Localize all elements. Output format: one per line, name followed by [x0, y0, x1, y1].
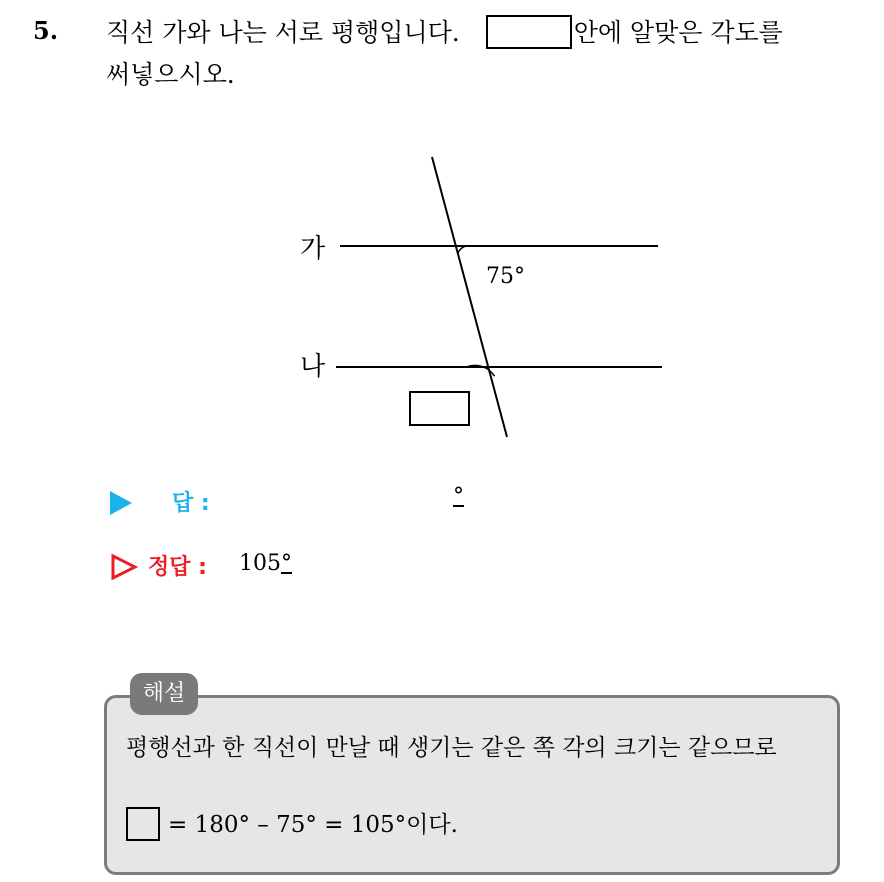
answer-degree-blank: °: [453, 484, 464, 509]
angle-arc-75: [458, 246, 467, 254]
label-na: 나: [300, 352, 326, 382]
question-text-before-box: 직선 가와 나는 서로 평행입니다.: [106, 18, 460, 47]
parallel-lines-figure: [290, 150, 690, 450]
correct-value: [239, 551, 292, 576]
play-outline-icon: [110, 553, 138, 581]
label-ga: 가: [300, 234, 326, 264]
answer-label: 답 :: [172, 491, 210, 516]
explanation-text: 평행선과 한 직선이 만날 때 생기는 같은 쪽 각의 크기는 같으므로: [126, 735, 777, 761]
explanation-formula: [126, 808, 458, 843]
explanation-formula-text: = 180° – 75° = 105°이다.: [168, 812, 458, 838]
figure-answer-box: [410, 392, 469, 425]
correct-value-degree: °: [281, 551, 292, 576]
correct-value-number: 105: [239, 551, 281, 576]
question-text-line2: 써넣으시오.: [106, 60, 235, 89]
question-blank-box: [486, 15, 572, 49]
angle-label-75: 75°: [486, 264, 525, 289]
correct-label: 정답 :: [148, 555, 207, 580]
explanation-blank-box: [126, 807, 160, 841]
explanation-box: [104, 695, 840, 875]
play-filled-icon: [110, 491, 132, 515]
question-text-after-box: 안에 알맞은 각도를: [573, 18, 783, 47]
question-number: 5.: [33, 16, 59, 45]
question-text-line1: [106, 16, 783, 52]
explanation-tag: 해설: [130, 673, 198, 715]
